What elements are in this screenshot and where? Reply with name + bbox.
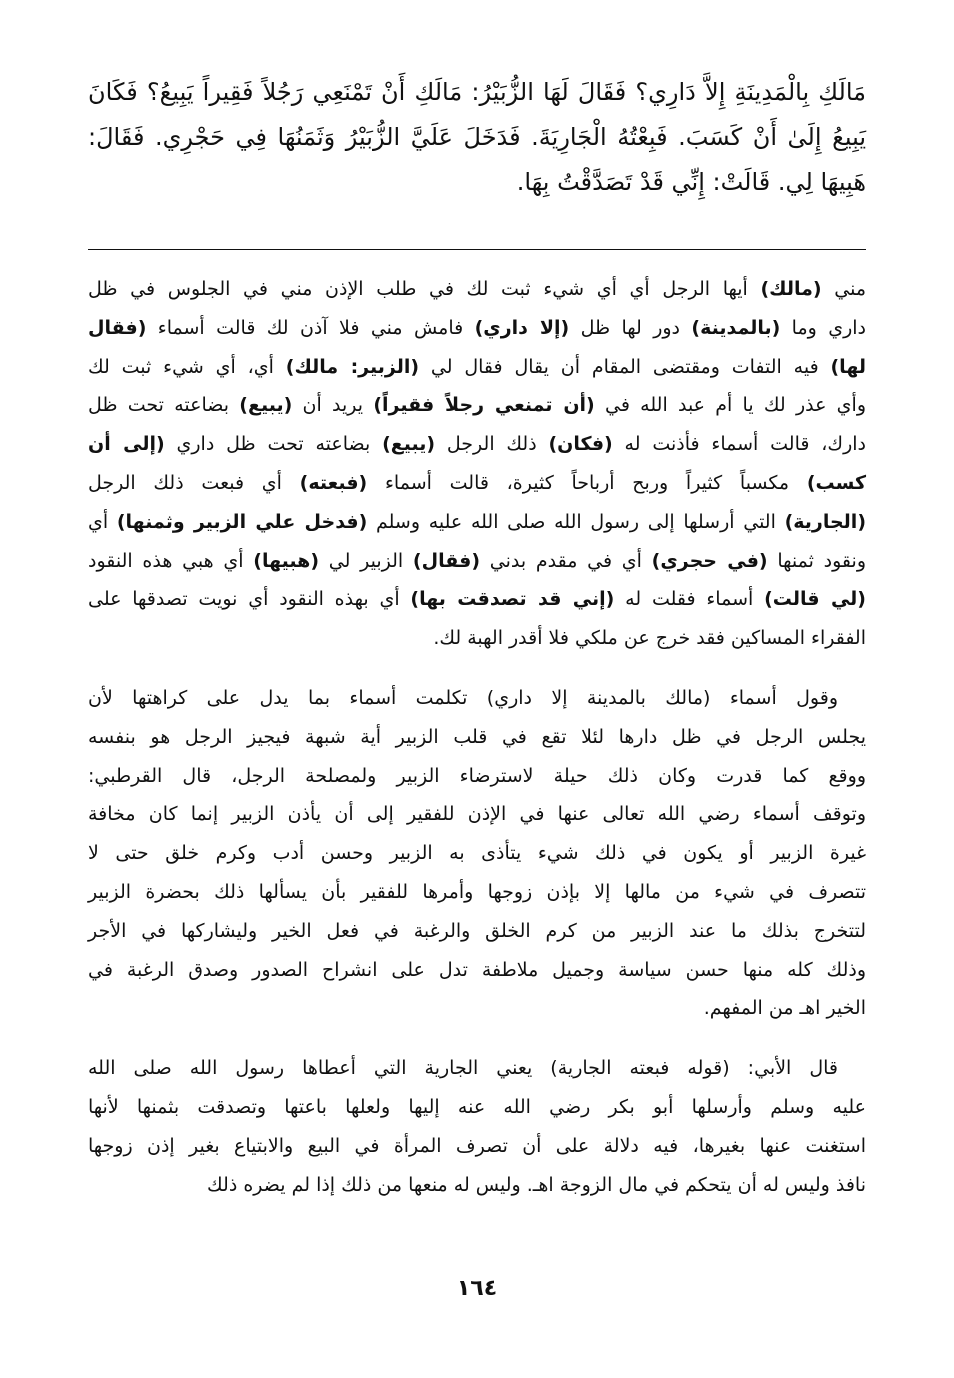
text-line [88,757,866,796]
text-segment: ووقع كما قدرت وكان ذلك حيلة لاسترضاء الزبير ولمصلحة الرجل، قال القرطبي: [88,764,866,787]
text-line [88,348,866,387]
text-segment: مكسباً كثيراً وربح أرباحاً كثيرة، قالت أسماء [367,471,807,494]
text-segment: بضاعته تحت ظل [88,394,240,417]
text-line [88,386,866,425]
text-line [88,679,866,718]
quoted-term: (فقال [88,316,147,339]
text-segment: دارك، قالت أسماء فأذنت له [612,433,866,456]
text-segment: عليه وسلم وأرسلها أبو بكر رضي الله عنه إليها ولعلها باعتها وتصدقت بثمنها لأنها [88,1095,866,1118]
text-segment: وأي عذر لك يا أم عبد الله في [594,394,867,417]
text-line [88,160,866,205]
quoted-term: (في حجري) [651,549,768,572]
text-segment: وتوقف أسماء رضي الله تعالى عنها في الإذن للفقير إلى أن يأذن الزبير إنما كان مخافة [88,803,866,826]
text-line [88,834,866,873]
text-segment: ونقود ثمنها [767,549,866,572]
text-segment: أيها الرجل أي أي شيء ثبت لك في طلب الإذن مني في الجلوس في ظل [88,278,761,300]
text-line [88,542,866,581]
text-segment: داري وما [780,316,866,339]
quoted-term: (فبعته) [299,471,368,494]
text-segment: دور لها ظل [569,316,692,339]
quoted-term: (فكان) [548,433,613,456]
text-line [88,1127,866,1166]
text-line [88,1088,866,1127]
text-line [88,619,866,658]
text-segment: تتصرف في شيء من مالها إلا بإذن زوجها وأمرها للفقير بأن يسألها ذلك بحضرة الزبير [88,880,866,903]
text-segment: أي، أي شيء ثبت لك [88,355,286,378]
quoted-term: (أن تمنعي رجلاً فقيراً) [373,394,595,417]
text-segment: يجلس الرجل في ظل دارها لئلا تقع في قلب الزبير أية شبهة فيجيز الرجل هو بنفسه [88,725,866,748]
commentary-paragraph [88,270,866,658]
commentary-text [88,270,866,1225]
text-segment: فامش مني فلا آذن لك قالت أسماء [146,316,475,339]
text-line [88,951,866,990]
text-line [88,873,866,912]
text-segment: أي بهذه النقود أي نويت تصدقها على [88,588,411,611]
text-segment: التي أرسلها إلى رسول الله صلى الله عليه وسلم [367,510,785,533]
text-segment: الفقراء المساكين فقد خرج عن ملكي فلا أقدر الهبة لك. [433,627,866,650]
text-segment: لتتخرج بذلك ما عند الزبير من كرم الخلق والرغبة في فعل الخير وليشاركها في الأجر [88,919,866,942]
text-line [88,270,866,309]
text-line [88,1166,866,1205]
text-segment: أي [88,510,117,533]
text-line [88,718,866,757]
quoted-term: (يبيع) [382,433,436,456]
text-segment: أسماء فقلت له [614,588,765,611]
quoted-term: (هبيها) [253,549,320,572]
quoted-term: (لي قالت) [764,588,866,611]
text-line [88,425,866,464]
text-segment: غيرة الزبير أو يكون في ذلك شيء يتأذى به الزبير وحسن أدب وكرم خلق حتى لا [88,842,866,865]
quoted-term: (إلا داري) [474,316,570,339]
text-line [88,580,866,619]
text-segment: أي هبي هذه النقود [88,549,254,572]
quoted-term: (إني قد تصدقت بها) [410,588,615,611]
text-segment: الزبير لي [319,549,413,572]
commentary-paragraph [88,1049,866,1204]
commentary-paragraph [88,679,866,1028]
text-line [88,464,866,503]
text-segment: وذلك كله منها حسن سياسة وجميل ملاطفة تدل على انشراح الصدور وصدق الرغبة في [88,958,866,981]
text-segment: فيه التفات ومقتضى المقام أن يقال فقال لي [419,355,831,378]
text-segment: هَبِيهَا لِي. قَالَتْ: إِنِّي قَدْ تَصَدَّقْتُ بِهَا. [516,168,866,196]
quoted-term: (مالك) [760,278,822,300]
text-segment: نافذ وليس له أن يتحكم في مال الزوجة اهـ. وليس له منعها من ذلك إذا لم يضره ذلك [207,1173,866,1196]
text-line [88,309,866,348]
quoted-term: كسب) [806,471,866,494]
quoted-term: (إلى أن [88,433,165,456]
hadith-text [88,70,866,205]
text-line [88,795,866,834]
text-line [88,70,866,115]
text-segment: يَبِيعُ إِلَىٰ أَنْ كَسَبَ. فَبِعْتُهُ الْجَارِيَةَ. فَدَخَلَ عَلَيَّ الزُّبَيْرُ وَثَمَنُهَا فِي حَجْرِي. فَقَالَ: [88,123,866,151]
text-segment: ذلك الرجل [435,433,549,456]
text-segment: يريد أن [292,394,374,417]
quoted-term: (يبيع) [239,394,293,417]
text-segment: استغنت عنها بغيرها، فيه دلالة على أن تصرف المرأة في البيع والابتياع بغير إذن زوجها [88,1134,866,1157]
quoted-term: (بالمدينة) [691,316,781,339]
text-segment: أي فبعت ذلك الرجل [88,471,300,494]
quoted-term: لها) [830,355,866,378]
text-line [88,912,866,951]
text-segment: وقول أسماء (مالك بالمدينة إلا داري) تكلمت أسماء بما يدل على كراهتها لأن [88,686,838,709]
footnote-divider [88,249,866,250]
text-segment: أي في مقدم بدني [480,549,652,572]
quoted-term: (الزبير: مالك) [285,355,420,378]
text-line [88,989,866,1028]
text-segment: بضاعته تحت ظل داري [164,433,383,456]
text-line [88,503,866,542]
text-segment: الخير اهـ من المفهم. [703,997,866,1020]
text-line [88,1049,866,1088]
page-number: ١٦٤ [456,1276,498,1301]
text-segment: مني [821,278,866,300]
quoted-term: (الجارية) [784,510,866,533]
text-segment: قال الأبي: (قوله فبعته الجارية) يعني الجارية التي أعطاها رسول الله صلى الله [88,1057,838,1080]
quoted-term: (فقال) [412,549,481,572]
quoted-term: (فدخل علي الزبير وثمنها) [116,510,368,533]
text-segment: مَالَكِ بِالْمَدِينَةِ إِلاَّ دَارِي؟ فَقَالَ لَهَا الزُّبَيْرُ: مَالَكِ أَنْ تَمْنَعِي رَجُلاً فَقِيراً يَبِيعُ؟ فَكَانَ [88,78,866,106]
text-line [88,115,866,160]
